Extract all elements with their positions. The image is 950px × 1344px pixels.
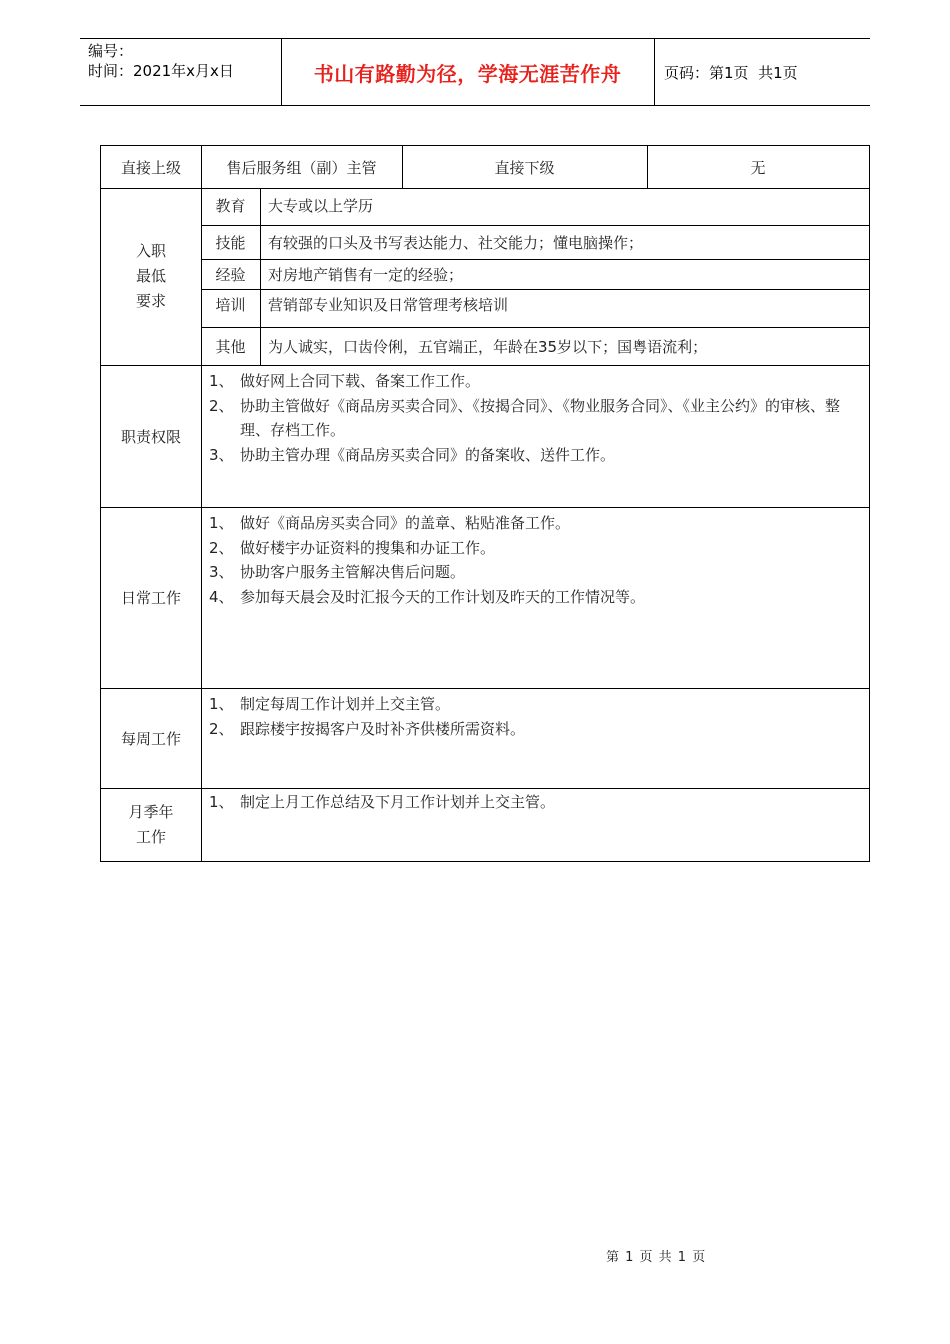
header-page-info: 页码：第1页 共1页 (664, 63, 798, 82)
list-item-text: 参加每天晨会及时汇报今天的工作计划及昨天的工作情况等。 (240, 587, 646, 606)
list-item-number: 3、 (209, 563, 234, 581)
list-item (201, 692, 865, 717)
row-divider (101, 365, 869, 366)
list-item (201, 443, 865, 468)
list-item-text: 协助主管办理《商品房买卖合同》的备案收、送件工作。 (240, 445, 616, 464)
requirement-experience-text: 对房地产销售有一定的经验； (268, 265, 464, 284)
weekly-work-label: 每周工作 (120, 729, 181, 748)
list-item-text: 制定上月工作总结及下月工作计划并上交主管。 (240, 793, 556, 811)
duties-list (201, 369, 865, 467)
list-item-number: 4、 (209, 587, 234, 606)
list-item-text: 做好楼宇办证资料的搜集和办证工作。 (240, 538, 496, 557)
daily-work-list (201, 511, 865, 609)
list-item-number: 1、 (209, 793, 234, 811)
list-item-number: 1、 (209, 695, 234, 713)
requirement-category-other: 其他 (215, 337, 246, 356)
document-header (80, 38, 870, 106)
page-footer: 第 1 页 共 1 页 (606, 1250, 707, 1265)
subordinate-value: 无 (750, 158, 766, 177)
list-item-text: 协助客户服务主管解决售后问题。 (240, 563, 466, 581)
list-item-number: 1、 (209, 372, 234, 390)
requirement-education-text: 大专或以上学历 (268, 197, 374, 215)
list-item-text: 协助主管做好《商品房买卖合同》、《按揭合同》、《物业服务合同》、《业主公约》的审核、整理、存档工作。 (240, 396, 841, 439)
list-item-text: 跟踪楼宇按揭客户及时补齐供楼所需资料。 (240, 719, 526, 738)
row-divider (101, 507, 869, 508)
requirement-category-skills: 技能 (215, 233, 246, 252)
serial-number-label: 编号： (88, 42, 134, 60)
list-item (201, 511, 865, 536)
requirement-other-text: 为人诚实，口齿伶俐，五官端正，年龄在35岁以下；国粤语流利； (268, 337, 708, 356)
list-item (201, 585, 865, 610)
list-item (201, 536, 865, 561)
job-description-table (100, 145, 870, 862)
requirement-category-training: 培训 (215, 295, 246, 314)
list-item-number: 2、 (209, 538, 234, 557)
list-item-number: 2、 (209, 719, 234, 738)
list-item-number: 2、 (209, 396, 234, 415)
daily-work-label: 日常工作 (120, 589, 181, 607)
subordinate-label: 直接下级 (494, 158, 555, 177)
list-item (201, 560, 865, 585)
list-item-text: 做好《商品房买卖合同》的盖章、粘贴准备工作。 (240, 514, 571, 532)
periodic-work-label-line: 月季年 (128, 802, 174, 821)
header-divider (654, 39, 655, 105)
date-line: 时间：2021年x月x日 (88, 62, 234, 80)
periodic-work-label (101, 788, 201, 861)
list-item-number: 1、 (209, 514, 234, 532)
list-item (201, 790, 865, 815)
header-meta (88, 41, 234, 81)
row-divider (101, 788, 869, 789)
row-divider (101, 688, 869, 689)
list-item-number: 3、 (209, 445, 234, 464)
requirement-training-text: 营销部专业知识及日常管理考核培训 (268, 295, 509, 314)
superior-label: 直接上级 (120, 158, 181, 177)
requirement-skills-text: 有较强的口头及书写表达能力、社交能力；懂电脑操作； (268, 233, 644, 252)
requirements-label-line: 要求 (135, 292, 166, 310)
periodic-work-list (201, 790, 865, 815)
requirements-label-line: 入职 (135, 242, 166, 260)
list-item (201, 394, 865, 443)
requirements-label-line: 最低 (135, 267, 166, 285)
list-item-text: 制定每周工作计划并上交主管。 (240, 695, 451, 713)
requirements-label (101, 188, 201, 365)
header-motto: 书山有路勤为径，学海无涯苦作舟 (313, 61, 622, 86)
superior-value: 售后服务组（副）主管 (226, 158, 377, 177)
list-item (201, 717, 865, 742)
periodic-work-label-line: 工作 (135, 827, 166, 846)
list-item (201, 369, 865, 394)
duties-label: 职责权限 (120, 427, 181, 446)
list-item-text: 做好网上合同下载、备案工作工作。 (240, 372, 481, 390)
requirement-category-experience: 经验 (215, 265, 246, 284)
requirement-category-education: 教育 (215, 197, 246, 215)
weekly-work-list (201, 692, 865, 741)
